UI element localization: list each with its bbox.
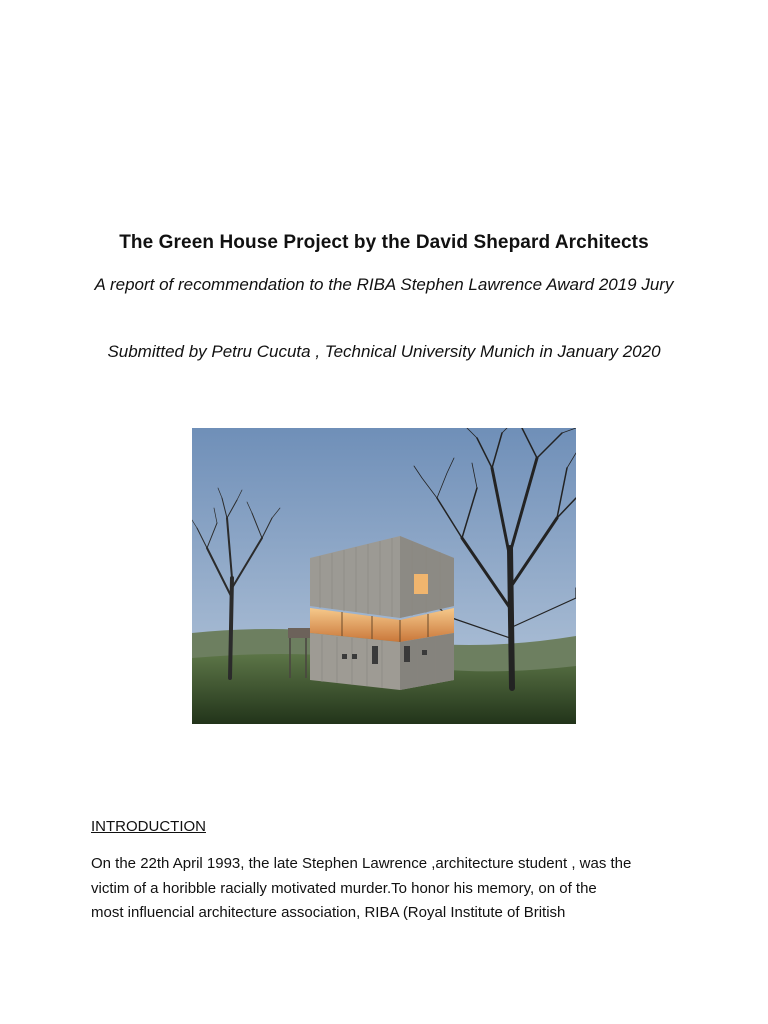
- document-title: The Green House Project by the David Shepard Architects: [119, 232, 649, 253]
- section-heading-introduction: INTRODUCTION: [91, 818, 206, 835]
- house-photo-illustration: [192, 428, 576, 724]
- house-photo: [192, 428, 576, 724]
- introduction-line: victim of a horibble racially motivated murder.To honor his memory, on of the: [91, 879, 597, 897]
- introduction-line: most influencial architecture association, RIBA (Royal Institute of British: [91, 904, 566, 921]
- introduction-paragraph: [91, 852, 691, 926]
- document-subtitle-author: Submitted by Petru Cucuta , Technical University Munich in January 2020: [107, 342, 661, 361]
- document-subtitle-award: A report of recommendation to the RIBA Stephen Lawrence Award 2019 Jury: [94, 275, 674, 294]
- introduction-line: On the 22th April 1993, the late Stephen Lawrence ,architecture student , was the: [91, 855, 632, 872]
